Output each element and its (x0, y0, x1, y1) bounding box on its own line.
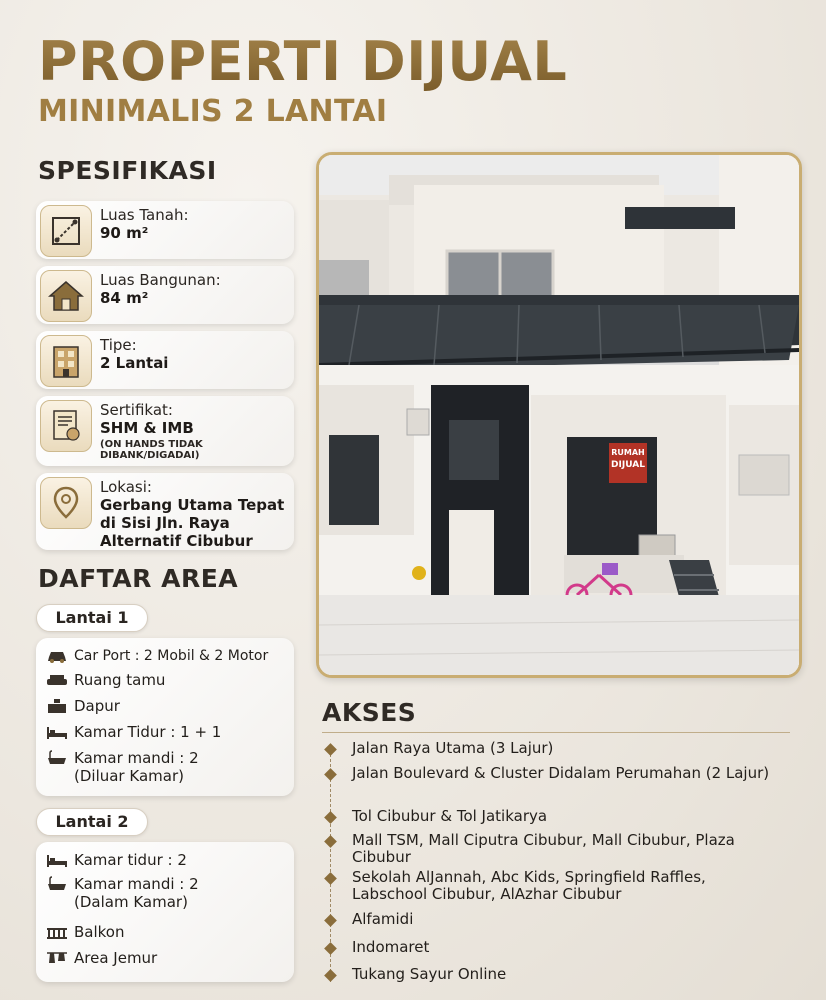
akses-item: Sekolah AlJannah, Abc Kids, Springfield Raffles, Labschool Cibubur, AlAzhar Cibubur (352, 868, 706, 903)
area-item: Kamar mandi : 2 (Diluar Kamar) (46, 749, 288, 789)
page-title: PROPERTI DIJUAL (38, 30, 568, 93)
akses-item: Tol Cibubur & Tol Jatikarya (352, 807, 548, 825)
spec-value: SHM & IMB (100, 419, 194, 437)
lantai-2-area-card (36, 842, 294, 982)
lantai-2-label: Lantai 2 (36, 808, 148, 836)
bullet-icon (324, 743, 337, 756)
akses-item: Tukang Sayur Online (352, 965, 507, 983)
area-item: Area Jemur (46, 949, 288, 975)
land-area-icon (40, 205, 92, 257)
bathtub-icon (46, 876, 68, 892)
page-subtitle: MINIMALIS 2 LANTAI (38, 94, 388, 129)
certificate-icon (40, 400, 92, 452)
bullet-icon (324, 768, 337, 781)
spec-card-lokasi (36, 473, 294, 550)
bullet-icon (324, 872, 337, 885)
balcony-icon (46, 924, 68, 940)
area-item: Kamar Tidur : 1 + 1 (46, 723, 288, 749)
bullet-icon (324, 811, 337, 824)
area-item: Kamar tidur : 2 (46, 851, 288, 875)
bullet-icon (324, 835, 337, 848)
bullet-icon (324, 942, 337, 955)
spec-label: Lokasi: (100, 478, 152, 496)
lantai-1-label: Lantai 1 (36, 604, 148, 632)
spec-card-luas-bangunan (36, 266, 294, 324)
spec-value: 84 m² (100, 289, 149, 307)
akses-item: Jalan Raya Utama (3 Lajur) (352, 739, 554, 757)
akses-item: Indomaret (352, 938, 430, 956)
akses-divider (322, 732, 790, 733)
daftar-area-heading: DAFTAR AREA (38, 564, 239, 593)
lantai-1-area-card (36, 638, 294, 796)
spec-label: Luas Bangunan: (100, 271, 221, 289)
akses-item: Jalan Boulevard & Cluster Didalam Perumahan (2 Lajur) (352, 764, 770, 782)
sale-sign-line2: DIJUAL (611, 460, 645, 470)
akses-item: Alfamidi (352, 910, 414, 928)
area-item: Dapur (46, 697, 288, 723)
spesifikasi-heading: SPESIFIKASI (38, 156, 217, 185)
area-item: Car Port : 2 Mobil & 2 Motor (46, 647, 288, 671)
sofa-icon (46, 672, 68, 688)
sale-sign-line1: RUMAH (611, 448, 645, 457)
bed-icon (46, 724, 68, 740)
akses-heading: AKSES (322, 698, 417, 727)
house-illustration (319, 155, 799, 675)
spec-label: Luas Tanah: (100, 206, 189, 224)
area-item: Kamar mandi : 2 (Dalam Kamar) (46, 875, 288, 923)
location-pin-icon (40, 477, 92, 529)
spec-card-sertifikat (36, 396, 294, 466)
spec-value: 2 Lantai (100, 354, 169, 372)
spec-label: Sertifikat: (100, 401, 173, 419)
spec-label: Tipe: (100, 336, 137, 354)
area-item: Ruang tamu (46, 671, 288, 697)
spec-note: (ON HANDS TIDAK DIBANK/DIGADAI) (100, 439, 203, 461)
akses-item: Mall TSM, Mall Ciputra Cibubur, Mall Cibubur, Plaza Cibubur (352, 831, 735, 866)
house-icon (40, 270, 92, 322)
bed-icon (46, 852, 68, 868)
bullet-icon (324, 969, 337, 982)
spec-value: Gerbang Utama Tepat di Sisi Jln. Raya Alternatif Cibubur (100, 496, 285, 550)
spec-card-tipe (36, 331, 294, 389)
area-item: Balkon (46, 923, 288, 949)
house-photo (316, 152, 802, 678)
car-icon (46, 648, 68, 664)
spec-card-luas-tanah (36, 201, 294, 259)
bathtub-icon (46, 750, 68, 766)
spec-value: 90 m² (100, 224, 149, 242)
bullet-icon (324, 914, 337, 927)
clothesline-icon (46, 950, 68, 966)
building-icon (40, 335, 92, 387)
kitchen-icon (46, 698, 68, 714)
